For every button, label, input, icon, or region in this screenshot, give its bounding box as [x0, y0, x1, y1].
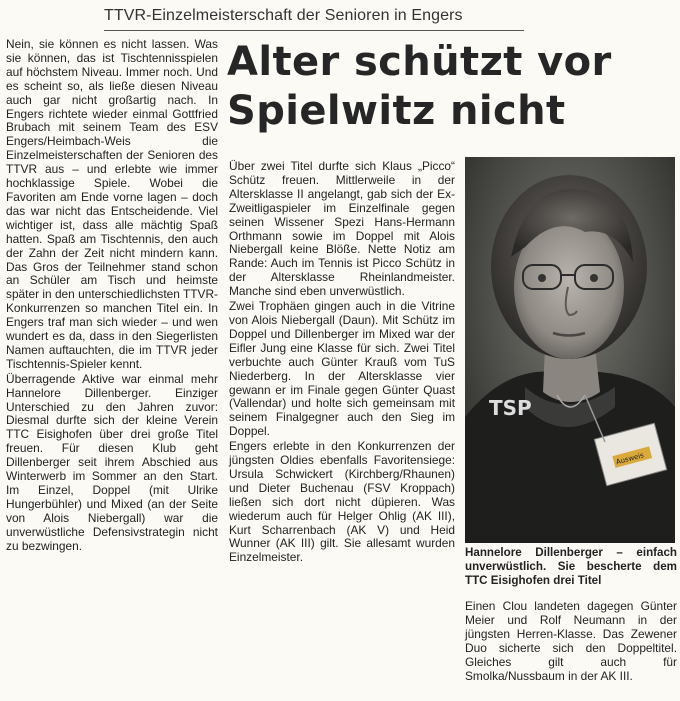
portrait-photo [465, 157, 675, 543]
article-column-3 [465, 600, 677, 684]
portrait-illustration [465, 157, 675, 543]
photo-caption: Hannelore Dillenberger – einfach unverwüstlich. Sie bescherte dem TTC Eisighofen drei Titel [465, 546, 677, 587]
paragraph: Nein, sie können es nicht lassen. Was sie können, das ist Tischtennisspielen auf höchstem Niveau. Immer noch. Und es scheint so, als ließe diesen Niveau auch gar nicht großartig nach. In Engers richtete wieder einmal Gottfried Brubach mit seinem Team des ESV Engers/Heimbach-Weis die Einzelmeisterschaften der Senioren des TTVR aus – und erlebte wie immer hochklassige Spiele. Wobei die Favoriten am Ende vorne lagen – doch das war nicht das Entscheidende. Viel wichtiger ist, dass alle mächtig Spaß hatten. Spaß am Tischtennis, den auch der Zahn der Zeit nicht mindern kann. Das Gros der Teilnehmer stand schon an Schüler am Tisch und heimste später in den unterschiedlichsten TTVR-Konkurrenzen so manchen Titel ein. In Engers traf man sich wieder – und wen wundert es da, dass in den Siegerlisten Namen auftauchten, die im TTVR jeder Tischtennis-Spieler kennt. [6, 37, 218, 371]
article-headline [227, 38, 677, 136]
paragraph: Zwei Trophäen gingen auch in die Vitrine von Alois Niebergall (Daun). Mit Schütz im Doppel und Dillenberger im Mixed war der Eifler Jung eine Klasse für sich. Zwei Titel verbuchte auch Günter Krauß vom TuS Niederberg. In der Altersklasse vier gewann er im Finale gegen Günter Quast (Vallendar) und holte sich gemeinsam mit seinem Finalgegner auch den Sieg im Doppel. [229, 299, 455, 439]
headline-line-1: Alter schützt vor [227, 39, 612, 85]
article-kicker: TTVR-Einzelmeisterschaft der Senioren in Engers [104, 6, 524, 31]
paragraph: Über zwei Titel durfte sich Klaus „Picco“ Schütz freuen. Mittlerweile in der Altersklasse II angelangt, gab sich der Ex-Zweitligaspieler im Einzelfinale gegen seinen Wissener Spezi Hans-Hermann Orthmann sowie im Doppel mit Alois Niebergall keine Blöße. Nette Notiz am Rande: Auch im Tennis ist Picco Schütz in der Altersklasse Rheinlandmeister. Manche sind eben unverwüstlich. [229, 159, 455, 299]
headline-line-2: Spielwitz nicht [227, 88, 566, 134]
paragraph: Einen Clou landeten dagegen Günter Meier und Rolf Neumann in der jüngsten Herren-Klasse. Das Zewener Duo sicherte sich den Doppeltitel. Gleiches gilt auch für Smolka/Nussbaum in der AK III. [465, 599, 677, 683]
shirt-logo: TSP [489, 396, 532, 420]
paragraph: Überragende Aktive war einmal mehr Hannelore Dillenberger. Einziger Unterschied zu den Jahren zuvor: Diesmal durfte sich der kleine Verein TTC Eisighofen über drei große Titel freuen. Für diesen Klub geht Dillenberger seit ihrem Abschied aus Winterwerb im Sommer an den Start. Im Einzel, Doppel (mit Ulrike Hungerbühler) und Mixed (an der Seite von Alois Niebergall) war die unverwüstliche Defensivstrategin nicht zu bezwingen. [6, 371, 218, 553]
article-column-1 [6, 38, 218, 555]
article-column-2 [229, 160, 455, 566]
paragraph: Engers erlebte in den Konkurrenzen der jüngsten Oldies ebenfalls Favoritensiege: Ursula Schwickert (Kirchberg/Rhaunen) und Dieter Buchenau (FSV Kroppach) ließen sich dort nicht düpieren. Was wiederum auch für Helger Ohlig (AK III), Kurt Scharrenbach (AK V) und Heid Wunner (AK III) gilt. Sie allesamt wurden Einzelmeister. [229, 439, 455, 565]
badge-label: Ausweis [615, 451, 645, 467]
